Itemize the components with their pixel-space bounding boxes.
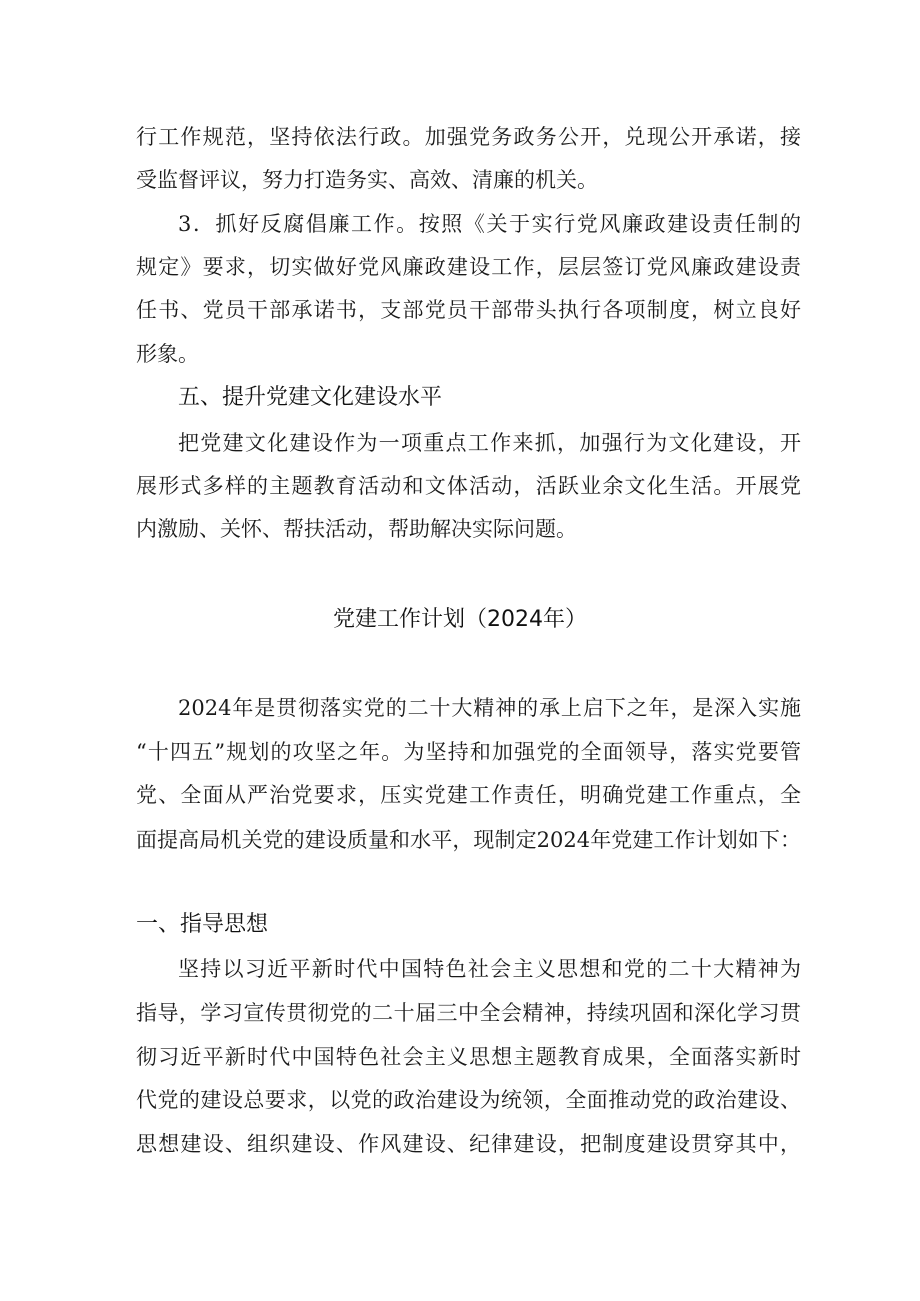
paragraph-line: “十四五”规划的攻坚之年。为坚持和加强党的全面领导，落实党要管 [136, 740, 801, 764]
paragraph-line: 形象。 [136, 342, 199, 366]
paragraph-line: 规定》要求，切实做好党风廉政建设工作，层层签订党风廉政建设责 [136, 255, 801, 279]
paragraph-line: 指导，学习宣传贯彻党的二十届三中全会精神，持续巩固和深化学习贯 [136, 1001, 801, 1025]
paragraph-line: 彻习近平新时代中国特色社会主义思想主题教育成果，全面落实新时 [136, 1045, 801, 1069]
section-heading: 一、指导思想 [136, 912, 269, 937]
paragraph-line: 受监督评议，努力打造务实、高效、清廉的机关。 [136, 168, 598, 192]
paragraph-line: 3．抓好反腐倡廉工作。按照《关于实行党风廉政建设责任制的 [178, 212, 801, 236]
section-heading: 五、提升党建文化建设水平 [178, 385, 443, 410]
paragraph-line: 代党的建设总要求，以党的政治建设为统领，全面推动党的政治建设、 [136, 1088, 801, 1112]
paragraph-line: 内激励、关怀、帮扶活动，帮助解决实际问题。 [136, 517, 577, 541]
document-title: 党建工作计划（2024年） [333, 607, 587, 632]
paragraph-line: 任书、党员干部承诺书，支部党员干部带头执行各项制度，树立良好 [136, 298, 801, 322]
paragraph-line: 2024年是贯彻落实党的二十大精神的承上启下之年，是深入实施 [178, 696, 801, 720]
paragraph-line: 把党建文化建设作为一项重点工作来抓，加强行为文化建设，开 [178, 431, 801, 455]
paragraph-line: 面提高局机关党的建设质量和水平，现制定2024年党建工作计划如下： [136, 828, 801, 852]
paragraph-line: 展形式多样的主题教育活动和文体活动，活跃业余文化生活。开展党 [136, 474, 801, 498]
paragraph-line: 行工作规范，坚持依法行政。加强党务政务公开，兑现公开承诺，接 [136, 125, 801, 149]
paragraph-line: 坚持以习近平新时代中国特色社会主义思想和党的二十大精神为 [178, 957, 801, 981]
paragraph-line: 党、全面从严治党要求，压实党建工作责任，明确党建工作重点，全 [136, 783, 801, 807]
paragraph-line: 思想建设、组织建设、作风建设、纪律建设，把制度建设贯穿其中， [136, 1132, 801, 1156]
